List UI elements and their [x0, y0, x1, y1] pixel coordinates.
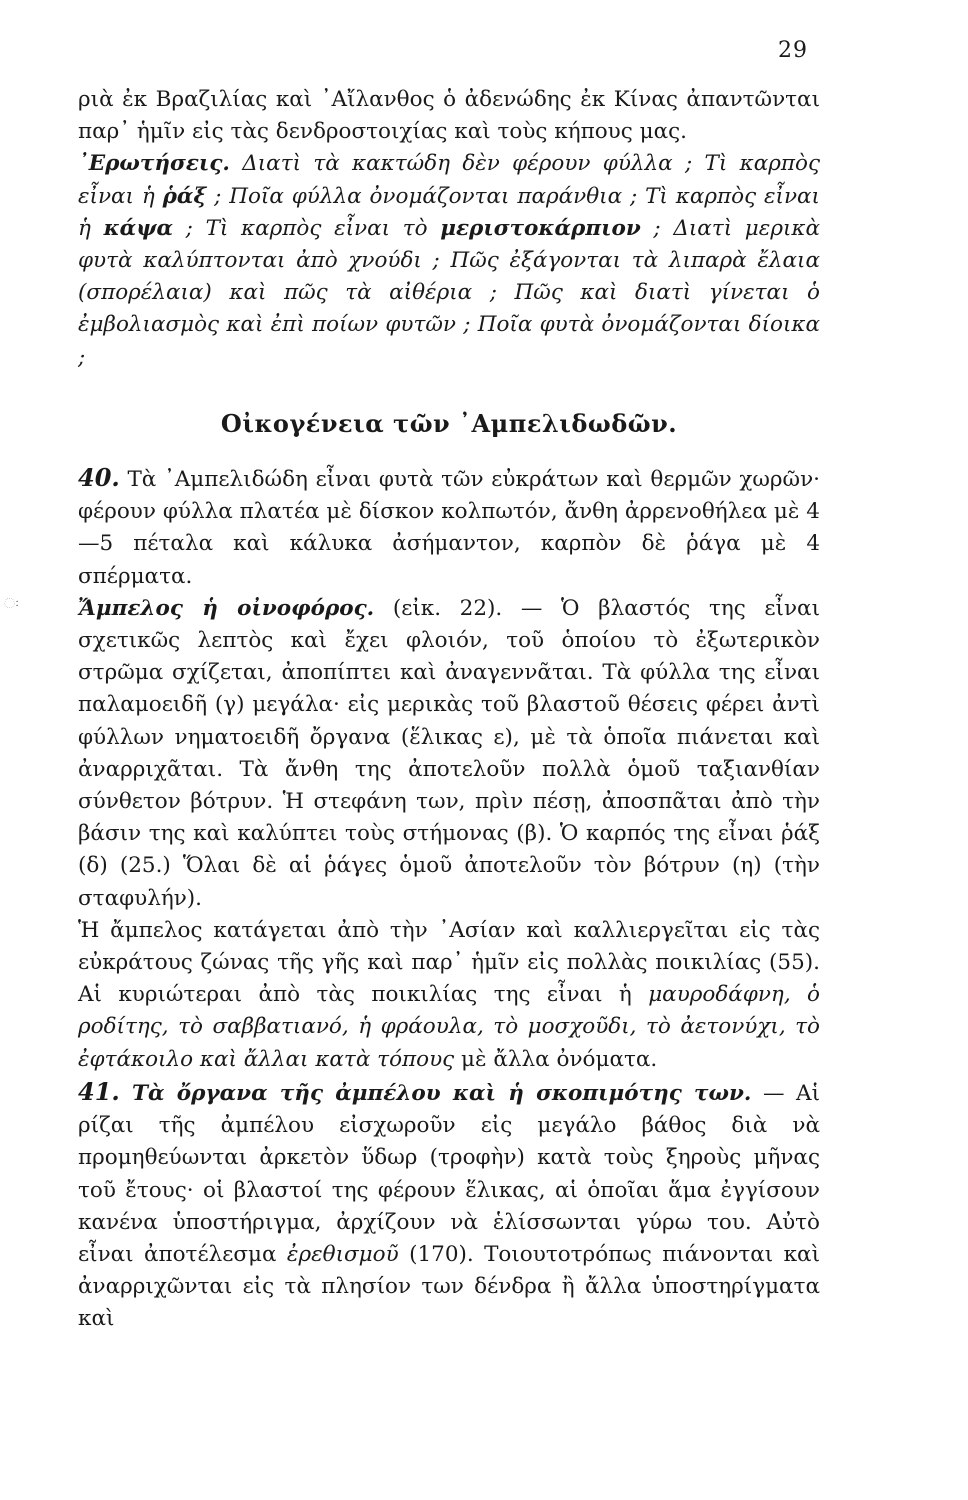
vine-title: Ἄμπελος ἡ οἰνοφόρος.: [78, 595, 375, 621]
varieties-text-1: Ἡ ἄμπελος κατάγεται ἀπὸ τὴν ᾽Ασίαν καὶ καλλιεργεῖται εἰς τὰς εὐκράτους ζώνας τῆς γῆς καὶ παρ᾽ ἡμῖν εἰς πολλὰς ποικιλίας (55). Αἱ κυριώτεραι ἀπὸ τὰς ποικιλίας της εἶναι ἡ: [78, 917, 820, 1008]
intro-text: ριὰ ἐκ Βραζιλίας καὶ ᾽Αἴλανθος ὁ ἀδενώδης ἐκ Κίνας ἀπαντῶνται παρ᾽ ἡμῖν εἰς τὰς δενδροστοιχίας καὶ τοὺς κήπους μας.: [78, 87, 820, 145]
paragraph-41-text-1: Αἱ ρίζαι τῆς ἀμπέλου εἰσχωροῦν εἰς μεγάλο βάθος διὰ νὰ προμηθεύωνται ἀρκετὸν ὕδωρ (τροφὴν) κατὰ τοὺς ξηροὺς μῆνας τοῦ ἔτους· οἱ βλαστοί της φέρουν ἕλικας, αἱ ὁποῖαι ἅμα ἐγγίσουν κανένα ὑποστήριγμα, ἀρχίζουν νὰ ἑλίσσωνται γύρω του. Αὐτὸ εἶναι ἀποτέλεσμα: [78, 1080, 821, 1267]
paragraph-number-40: 40.: [78, 463, 120, 493]
vine-text: (εἰκ. 22). — Ὁ βλαστός της εἶναι σχετικῶς λεπτὸς καὶ ἔχει φλοιόν, τοῦ ὁποίου τὸ ἐξωτερικὸν στρῶμα σχίζεται, ἀποπίπτει καὶ ἀναγεννᾶται. Τὰ φύλλα της εἶναι παλαμοειδῆ (γ) μεγάλα· εἰς μερικὰς τοῦ βλαστοῦ θέσεις φέρει ἀντὶ φύλλων νηματοειδῆ ὄργανα (ἕλικας ε), μὲ τὰ ὁποῖα πιάνεται καὶ ἀναρριχᾶται. Τὰ ἄνθη της ἀποτελοῦν πολλὰ ὁμοῦ ταξιανθίαν σύνθετον βότρυν. Ἡ στεφάνη των, πρὶν πέσῃ, ἀποσπᾶται ἀπὸ τὴν βάσιν της καὶ καλύπτει τοὺς στήμονας (β). Ὁ καρπός της εἶναι ῥάξ (δ) (25.) Ὅλαι δὲ αἱ ῥάγες ὁμοῦ ἀποτελοῦν τὸν βότρυν (η) (τὴν σταφυλήν).: [78, 595, 820, 911]
questions-text-3: ; Τὶ καρπὸς εἶναι τὸ: [173, 215, 441, 241]
margin-mark: ઃ: [4, 596, 20, 612]
varieties-text-2: μὲ ἄλλα ὀνόματα.: [454, 1046, 658, 1072]
questions-text-1: Διατὶ τὰ κακτώδη δὲν φέρουν φύλλα ; Τὶ καρπὸς εἶναι ἡ: [78, 151, 820, 209]
questions-paragraph: [78, 148, 820, 373]
paragraph-41-dash: —: [751, 1080, 785, 1106]
varieties-names: μαυροδάφνη, ὁ ροδίτης, τὸ σαββατιανό, ἡ φράουλα, τὸ μοσχοῦδι, τὸ ἀετονύχι, τὸ ἐφτάκοιλο καὶ ἄλλαι κατὰ τόπους: [78, 982, 820, 1072]
paragraph-41: [78, 1076, 820, 1336]
page-number: 29: [778, 38, 808, 63]
questions-term-1: ῥάξ: [162, 183, 207, 209]
questions-label: ᾽Ερωτήσεις.: [78, 151, 230, 177]
questions-term-3: μεριστοκάρπιον: [440, 215, 641, 241]
varieties-paragraph: [78, 915, 820, 1076]
paragraph-41-text-2: (170). Τοιουτοτρόπως πιάνονται καὶ ἀναρριχῶνται εἰς τὰ πλησίον των δένδρα ἢ ἄλλα ὑποστηρίγματα καὶ: [78, 1241, 820, 1332]
paragraph-number-41: 41.: [78, 1076, 120, 1106]
questions-text-4: ; Διατὶ μερικὰ φυτὰ καλύπτονται ἀπὸ χνούδι ; Πῶς ἐξάγονται τὰ λιπαρὰ ἔλαια (σπορέλαια) καὶ πῶς τὰ αἰθέρια ; Πῶς καὶ διατὶ γίνεται ὁ ἐμβολιασμὸς καὶ ἐπὶ ποίων φυτῶν ; Ποῖα φυτὰ ὀνομάζονται δίοικα ;: [78, 215, 821, 370]
paragraph-40-text: Τὰ ᾽Αμπελιδώδη εἶναι φυτὰ τῶν εὐκράτων καὶ θερμῶν χωρῶν· φέρουν φύλλα πλατέα μὲ δίσκον κολπωτόν, ἄνθη ἀρρενοθήλεα μὲ 4—5 πέταλα καὶ κάλυκα ἀσήμαντον, καρπὸν δὲ ῥάγα μὲ 4 σπέρματα.: [78, 467, 820, 589]
intro-paragraph: [78, 84, 820, 148]
paragraph-41-title: Τὰ ὄργανα τῆς ἀμπέλου καὶ ἡ σκοπιμότης των.: [119, 1080, 752, 1106]
section-heading: Οἰκογένεια τῶν ᾽Αμπελιδωδῶν.: [220, 408, 678, 438]
questions-text-2: ; Ποῖα φύλλα ὀνομάζονται παράνθια ; Τὶ καρπὸς εἶναι ἡ: [78, 183, 820, 241]
questions-term-2: κάψα: [103, 215, 174, 241]
paragraph-41-term: ἐρεθισμοῦ: [286, 1241, 399, 1267]
text-column: [78, 84, 820, 1336]
vine-paragraph: [78, 593, 820, 915]
paragraph-40: [78, 462, 820, 593]
